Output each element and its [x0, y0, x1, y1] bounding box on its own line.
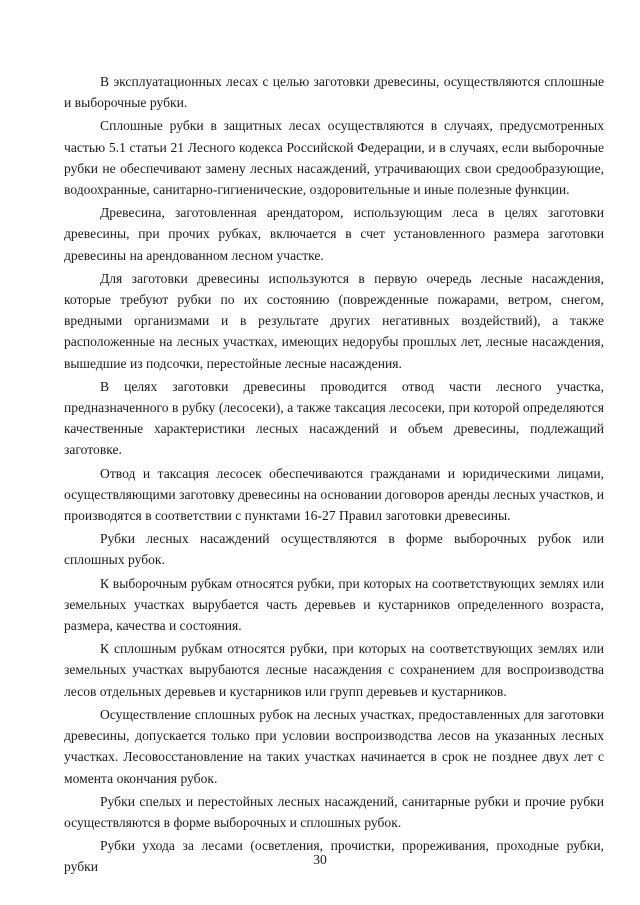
paragraph-2: Сплошные рубки в защитных лесах осуществляются в случаях, предусмотренных частью 5.1 статьи 21 Лесного кодекса Российской Федерации, и в случаях, если выборочные рубки не обеспечивают замену лесных насаждений, утрачивающих свои средообразующие, водоохранные, санитарно-гигиенические, оздоровительные и иные полезные функции. [64, 118, 604, 198]
page-number: 30 [313, 852, 327, 867]
paragraph-5: В целях заготовки древесины проводится отвод части лесного участка, предназначенного в рубку (лесосеки), а также таксация лесосеки, при которой определяются качественные характеристики лесных насаждений и объем древесины, подлежащий заготовке. [64, 378, 604, 458]
paragraph-7: Рубки лесных насаждений осуществляются в форме выборочных рубок или сплошных рубок. [64, 531, 604, 568]
paragraph-1: В эксплуатационных лесах с целью заготовки древесины, осуществляются сплошные и выборочные рубки. [64, 74, 604, 111]
paragraph-4: Для заготовки древесины используются в первую очередь лесные насаждения, которые требуют рубки по их состоянию (поврежденные пожарами, ветром, снегом, вредными организмами и в результате других негативных воздействий), а также расположенные на лесных участках, имеющих недорубы прошлых лет, лесные насаждения, вышедшие из подсочки, перестойные лесные насаждения. [64, 270, 604, 371]
paragraph-3: Древесина, заготовленная арендатором, использующим леса в целях заготовки древесины, при прочих рубках, включается в счет установленного размера заготовки древесины на арендованном лесном участке. [64, 205, 604, 263]
paragraph-10: Осуществление сплошных рубок на лесных участках, предоставленных для заготовки древесины, допускается только при условии воспроизводства лесов на указанных лесных участках. Лесовосстановление на таких участках начинается в срок не позднее двух лет с момента окончания рубок. [64, 706, 604, 786]
paragraph-8: К выборочным рубкам относятся рубки, при которых на соответствующих землях или земельных участках вырубается часть деревьев и кустарников определенного возраста, размера, качества и состояния. [64, 575, 604, 634]
paragraph-9: К сплошным рубкам относятся рубки, при которых на соответствующих землях или земельных участках вырубаются лесные насаждения с сохранением для воспроизводства лесов отдельных деревьев и кустарников или групп деревьев и кустарников. [64, 641, 604, 699]
paragraph-12: Рубки ухода за лесами (осветления, прочистки, прореживания, проходные рубки, рубки [64, 838, 604, 875]
paragraph-6: Отвод и таксация лесосек обеспечиваются гражданами и юридическими лицами, осуществляющими заготовку древесины на основании договоров аренды лесных участков, и производятся в соответствии с пунктами 16-27 Правил заготовки древесины. [64, 465, 604, 524]
body-text [64, 71, 604, 878]
paragraph-11: Рубки спелых и перестойных лесных насаждений, санитарные рубки и прочие рубки осуществляются в форме выборочных и сплошных рубок. [64, 793, 604, 830]
